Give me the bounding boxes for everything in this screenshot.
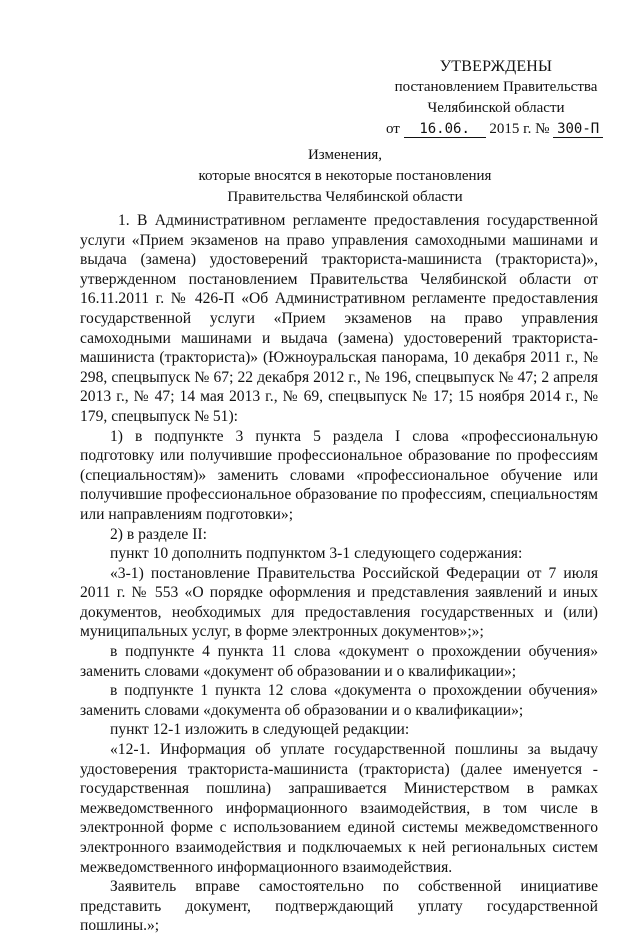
approval-block <box>386 56 606 140</box>
approval-title: УТВЕРЖДЕНЫ <box>439 58 553 75</box>
paragraph-5: «3-1) постановление Правительства Российской Федерации от 7 июля 2011 г. № 553 «О порядке оформления и представления заявлений и иных документов, необходимых для предоставления государственных и (или) муниципальных услуг, в форме электронных документов»;»; <box>80 564 598 641</box>
paragraph-2: 1) в подпункте 3 пункта 5 раздела I слова «профессиональную подготовку или получившие профессиональное образование по профессиям (специальностям)» заменить словами «профессиональное обучение или получившие профессиональное образование по профессиям, специальностям или направлениям подготовки»; <box>80 427 598 523</box>
paragraph-7: в подпункте 1 пункта 12 слова «документа о прохождении обучения» заменить словами «документа об образовании и о квалификации»; <box>80 682 598 719</box>
paragraph-10: Заявитель вправе самостоятельно по собственной инициативе представить документ, подтверждающий уплату государственной пошлины.»; <box>80 878 598 935</box>
document-body <box>80 211 598 936</box>
date-prefix: от <box>386 121 400 137</box>
heading-line-3: Правительства Челябинской области <box>227 189 463 205</box>
approval-line-1: постановлением Правительства <box>394 79 598 95</box>
heading-line-2: которые вносятся в некоторые постановления <box>198 168 492 184</box>
date-value: 16.06. <box>404 122 486 138</box>
approval-date-line <box>386 119 606 140</box>
approval-line-2: Челябинской области <box>427 100 565 116</box>
paragraph-8: пункт 12-1 изложить в следующей редакции: <box>110 721 410 739</box>
heading-line-1: Изменения, <box>307 147 383 163</box>
paragraph-6: в подпункте 4 пункта 11 слова «документ о прохождении обучения» заменить словами «документ об образовании и о квалификации»; <box>80 643 598 680</box>
year-text: 2015 г. № <box>489 121 550 137</box>
paragraph-4: пункт 10 дополнить подпунктом 3-1 следующего содержания: <box>110 545 523 563</box>
paragraph-1: 1. В Административном регламенте предоставления государственной услуги «Прием экзаменов на право управления самоходными машинами и выдача (замена) удостоверений тракториста-машиниста (тракториста)», утвержденном постановлением Правительства Челябинской области от 16.11.2011 г. № 426-П «Об Административном регламенте предоставления государственной услуги «Прием экзаменов на право управления самоходными машинами и выдача (замена) удостоверений тракториста-машиниста (тракториста)» (Южноуральская панорама, 10 декабря 2011 г., № 298, спецвыпуск № 67; 22 декабря 2012 г., № 196, спецвыпуск № 47; 2 апреля 2013 г., № 47; 14 мая 2013 г., № 69, спецвыпуск № 17; 15 ноября 2014 г., № 179, спецвыпуск № 51): <box>80 212 598 425</box>
number-value: 300-П <box>553 122 603 138</box>
paragraph-3: 2) в разделе II: <box>110 525 207 543</box>
document-heading <box>150 145 540 208</box>
paragraph-9: «12-1. Информация об уплате государственной пошлины за выдачу удостоверения тракториста-машиниста (тракториста) (далее именуется - государственная пошлина) запрашивается Министерством в рамках межведомственного информационного взаимодействия, в том числе в электронной форме с использованием единой системы межведомственного электронного взаимодействия и подключаемых к ней региональных систем межведомственного информационного взаимодействия. <box>80 741 598 876</box>
